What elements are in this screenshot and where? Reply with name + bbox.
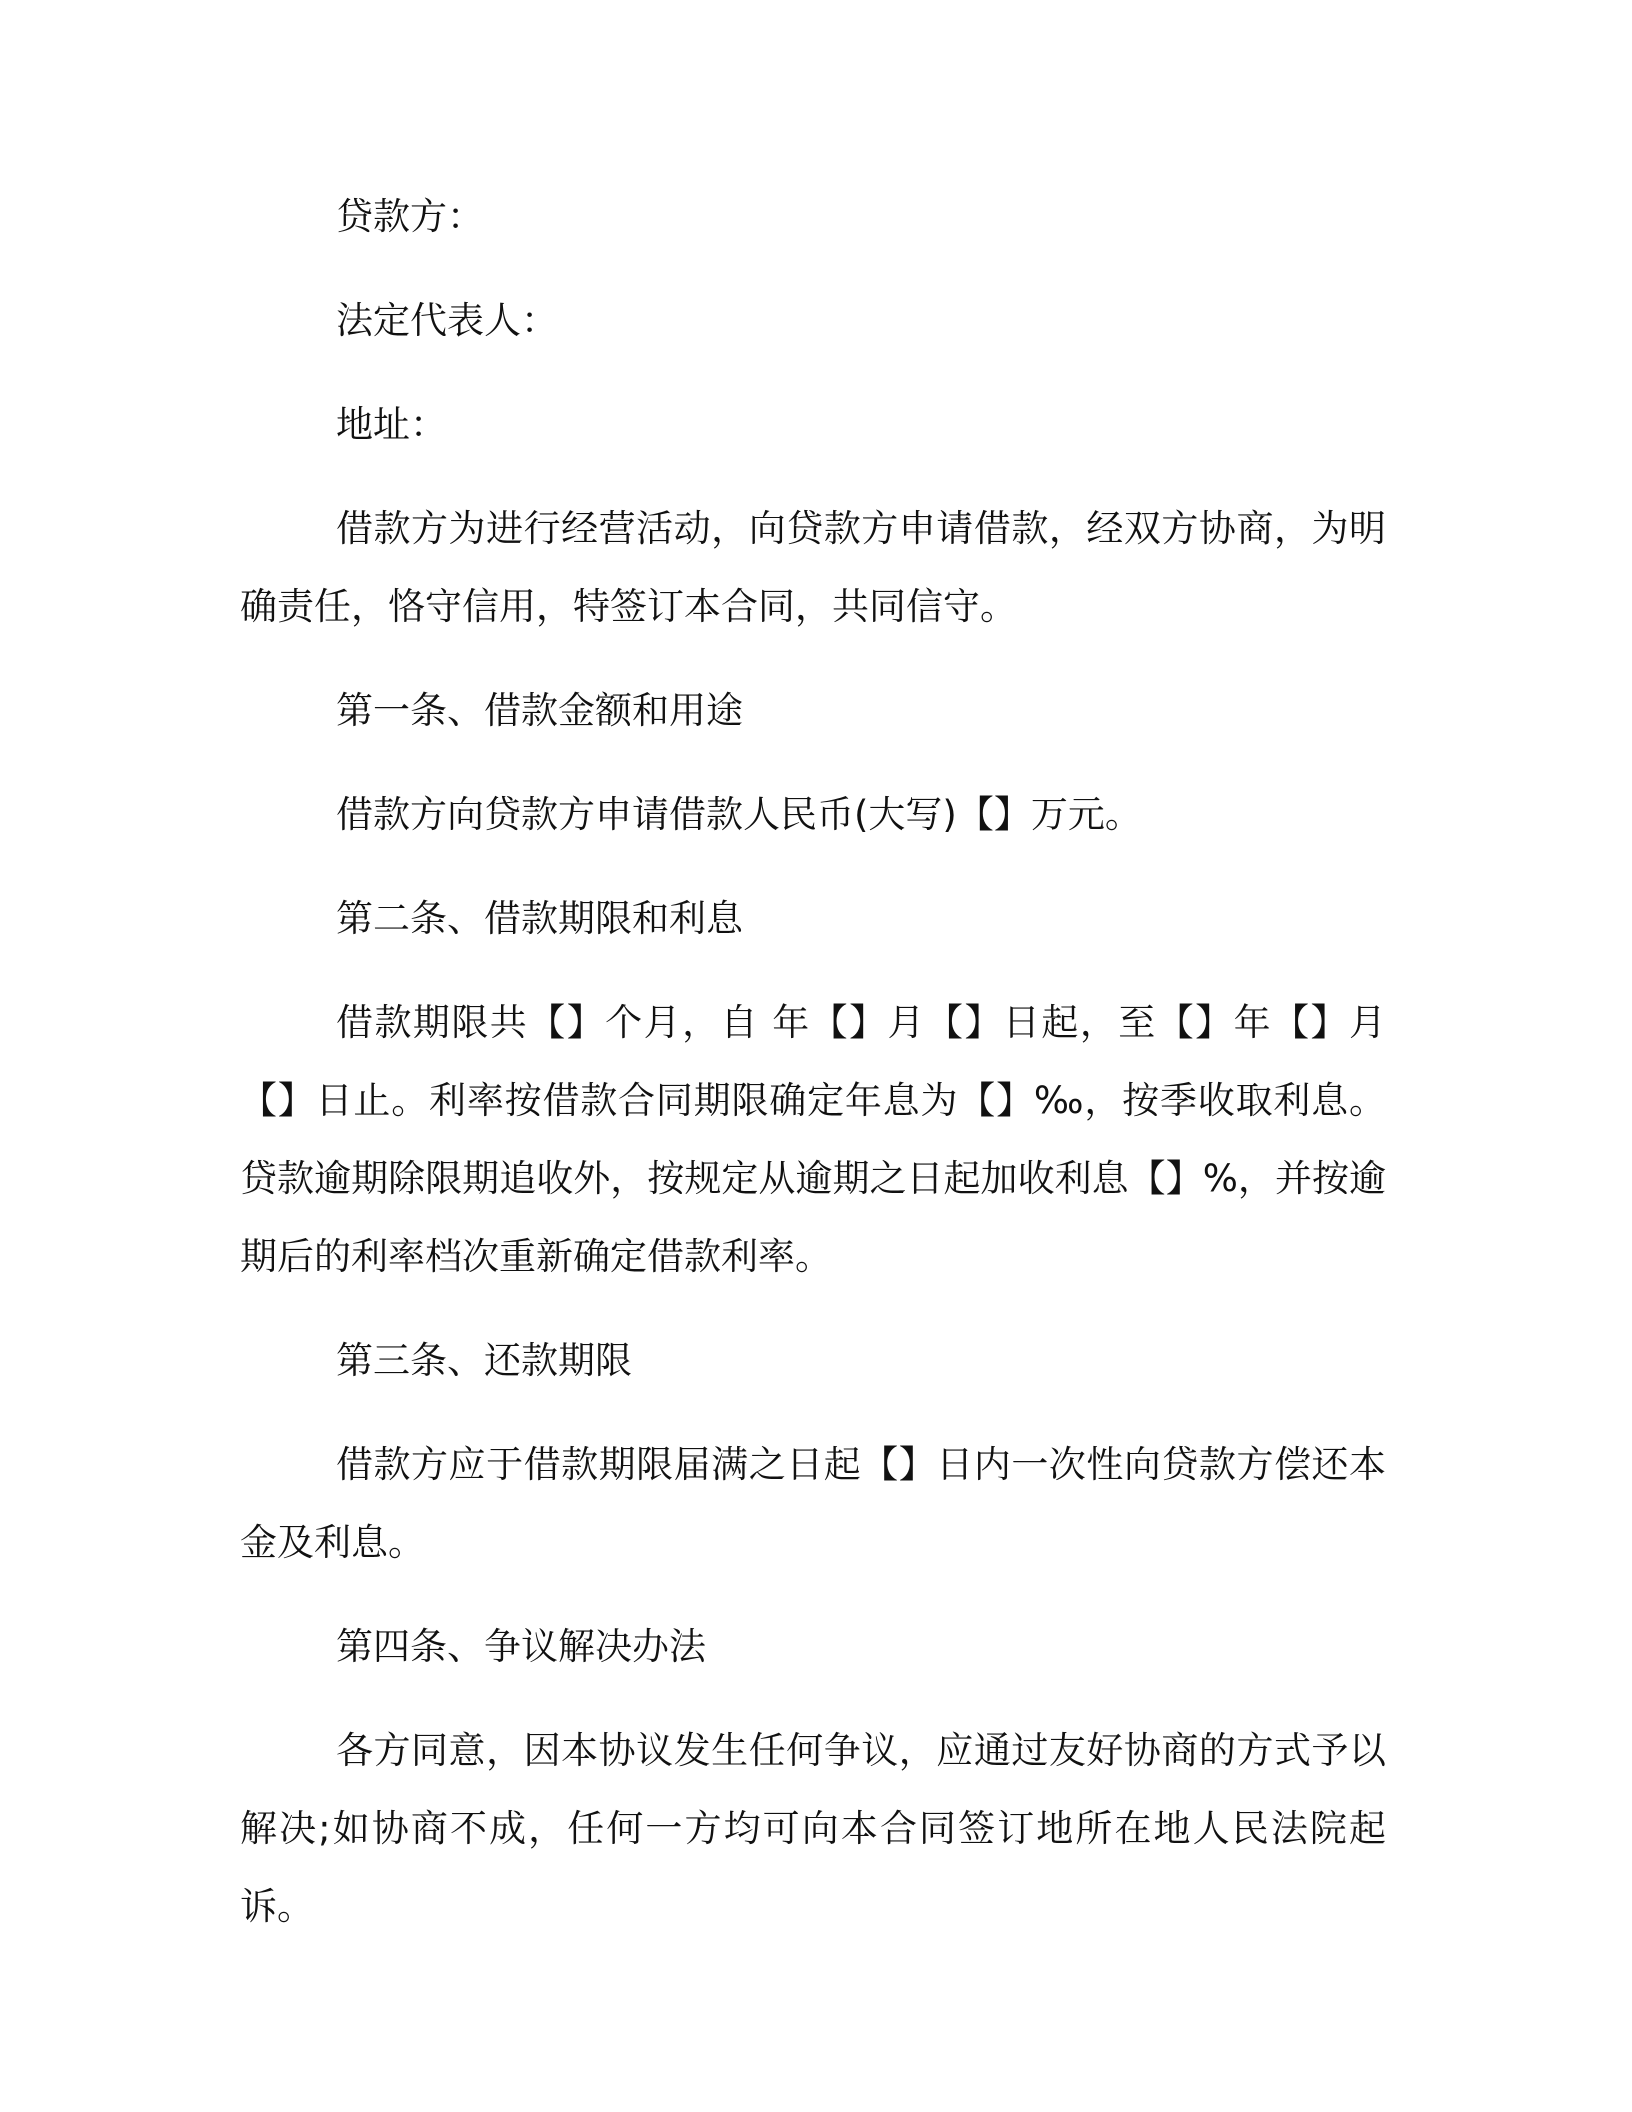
article-3-title: 第三条、还款期限 [336, 1339, 632, 1382]
article-3-text: 借款方应于借款期限届满之日起【】日内一次性向贷款方偿还本金及利息。 [240, 1443, 1386, 1564]
document-body [240, 178, 1386, 1972]
article-2-text: 借款期限共【】个月，自 年【】月【】日起，至【】年【】月【】日止。利率按借款合同期限确定年息为【】‰，按季收取利息。贷款逾期除限期追收外，按规定从逾期之日起加收利息【】%，并按逾期后的利率档次重新确定借款利率。 [240, 1001, 1386, 1278]
article-1-text: 借款方向贷款方申请借款人民币(大写)【】万元。 [336, 793, 1142, 836]
article-1-title: 第一条、借款金额和用途 [336, 689, 743, 732]
article-2-title: 第二条、借款期限和利息 [336, 897, 743, 940]
legal-representative-label: 法定代表人： [336, 299, 558, 342]
article-4-text: 各方同意，因本协议发生任何争议，应通过友好协商的方式予以解决;如协商不成，任何一方均可向本合同签订地所在地人民法院起诉。 [240, 1729, 1386, 1928]
intro-paragraph: 借款方为进行经营活动，向贷款方申请借款，经双方协商，为明确责任，恪守信用，特签订本合同，共同信守。 [240, 507, 1386, 628]
article-4-title: 第四条、争议解决办法 [336, 1625, 706, 1668]
lender-label: 贷款方： [336, 195, 484, 238]
address-label: 地址： [336, 403, 447, 446]
